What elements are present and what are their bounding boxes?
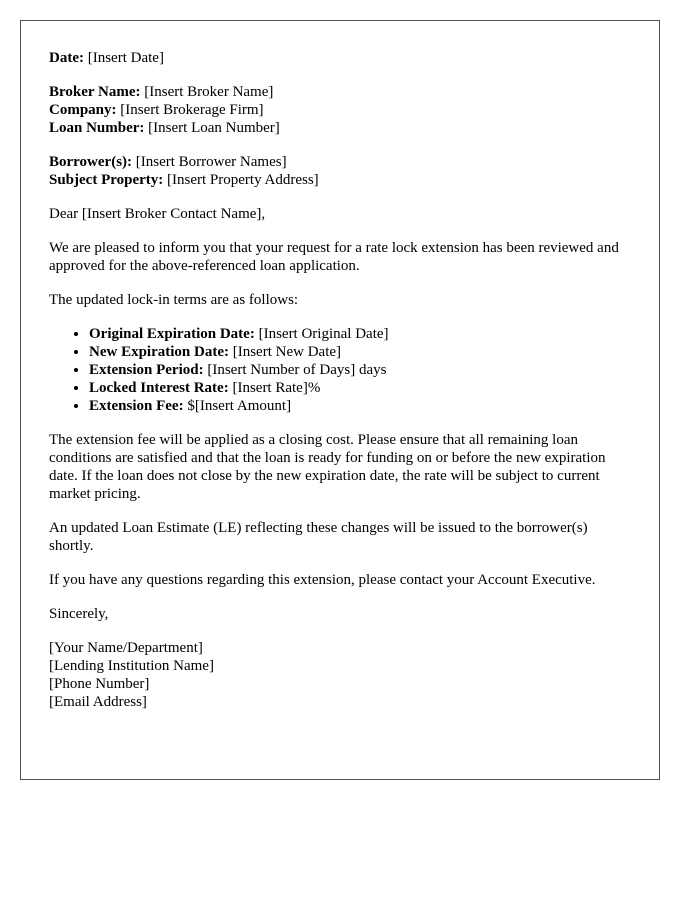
loan-number-label: Loan Number: [49,120,145,136]
fee-paragraph: The extension fee will be applied as a closing cost. Please ensure that all remaining loan conditions are satisfied and that the loan is ready for funding on or before the new expiration date. If the loan does not close by the new expiration date, the rate will be subject to current market pricing. [49,432,606,502]
term-value: [Insert Original Date] [254,326,389,342]
date-label: Date: [49,50,84,66]
property-value: [Insert Property Address] [163,172,319,188]
broker-block [49,83,631,137]
borrower-block [49,153,631,189]
terms-intro: The updated lock-in terms are as follows: [49,292,299,308]
company-label: Company: [49,102,117,118]
term-value: [Insert New Date] [228,344,342,360]
broker-name-label: Broker Name: [49,84,141,100]
property-label: Subject Property: [49,172,164,188]
term-label: New Expiration Date: [89,344,229,360]
loan-number-value: [Insert Loan Number] [144,120,280,136]
le-paragraph: An updated Loan Estimate (LE) reflecting these changes will be issued to the borrower(s) shortly. [49,520,588,554]
list-item-extension-fee [89,397,631,415]
broker-name-value: [Insert Broker Name] [140,84,274,100]
intro-paragraph: We are pleased to inform you that your request for a rate lock extension has been reviewed and approved for the above-referenced loan application. [49,240,619,274]
list-item-original-expiration [89,325,631,343]
borrower-label: Borrower(s): [49,154,133,170]
terms-list [49,325,631,415]
borrower-line [49,153,631,171]
company-line [49,101,631,119]
signature-institution: [Lending Institution Name] [49,658,214,674]
term-label: Extension Fee: [89,398,184,414]
term-value: [Insert Rate]% [228,380,321,396]
company-value: [Insert Brokerage Firm] [116,102,264,118]
contact-paragraph: If you have any questions regarding this extension, please contact your Account Executive. [49,572,596,588]
date-value: [Insert Date] [83,50,164,66]
property-line [49,171,631,189]
signature-phone: [Phone Number] [49,676,150,692]
closing: Sincerely, [49,606,109,622]
signature-email: [Email Address] [49,694,147,710]
letter-page [20,20,660,780]
borrower-value: [Insert Borrower Names] [132,154,287,170]
date-line [49,49,631,67]
term-value: [Insert Number of Days] days [203,362,387,378]
date-block [49,49,631,67]
term-label: Locked Interest Rate: [89,380,229,396]
list-item-locked-rate [89,379,631,397]
salutation: Dear [Insert Broker Contact Name], [49,206,266,222]
list-item-extension-period [89,361,631,379]
list-item-new-expiration [89,343,631,361]
broker-name-line [49,83,631,101]
signature-name: [Your Name/Department] [49,640,203,656]
term-label: Original Expiration Date: [89,326,255,342]
term-label: Extension Period: [89,362,204,378]
term-value: $[Insert Amount] [183,398,292,414]
signature-block [49,639,631,711]
loan-number-line [49,119,631,137]
